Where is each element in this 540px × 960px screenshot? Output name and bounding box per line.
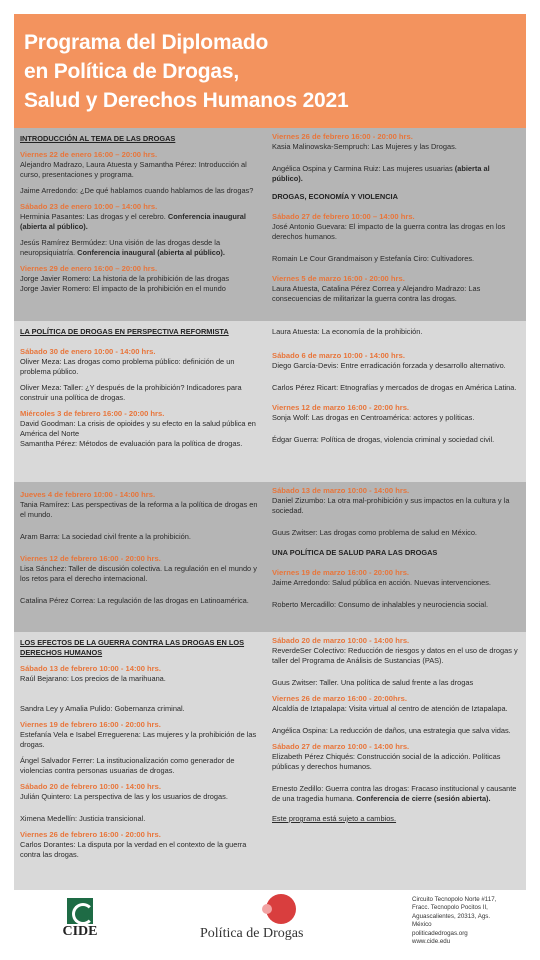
footer: [0, 890, 540, 960]
session-text: Raúl Bejarano: Los precios de la marihuana.: [20, 674, 166, 683]
cide-logo: [60, 898, 100, 940]
website-link[interactable]: politicadedrogas.org: [412, 929, 468, 937]
section-heading: INTRODUCCIÓN AL TEMA DE LAS DROGAS: [20, 134, 176, 143]
session-date: Viernes 26 de febrero 16:00 - 20:00 hrs.: [272, 132, 413, 141]
title-banner: [14, 14, 526, 128]
session-text: Ximena Medellín: Justicia transicional.: [20, 814, 146, 823]
session-text: José Antonio Guevara: El impacto de la guerra contra las drogas en los derechos humanos.: [272, 222, 506, 241]
block-human-rights: [14, 632, 266, 890]
session-date: Viernes 22 de enero 16:00 – 20:00 hrs.: [20, 150, 158, 159]
session-text: Jorge Javier Romero: El impacto de la prohibición en el mundo: [20, 284, 226, 293]
session-date: Sábado 13 de febrero 10:00 - 14:00 hrs.: [20, 664, 161, 673]
session-date: Sábado 23 de enero 10:00 – 14:00 hrs.: [20, 202, 158, 211]
session-text: Samantha Pérez: Métodos de evaluación para la política de drogas.: [20, 439, 243, 448]
session-text: Estefanía Vela e Isabel Erreguerena: Las mujeres y la prohibición de las drogas.: [20, 730, 257, 749]
session-text: Elizabeth Pérez Chiqués: Construcción social de la adicción. Políticas públicas y derechos humanos.: [272, 752, 501, 771]
block-intro: [14, 128, 266, 321]
cide-emblem-icon: [67, 898, 93, 924]
session-date: Miércoles 3 de febrero 16:00 - 20:00 hrs.: [20, 409, 165, 418]
website-link[interactable]: www.cide.edu: [412, 938, 451, 946]
session-text: Ernesto Zedillo: Guerra contra las drogas: Fracaso institucional y causante de una tragedia humana. Conferencia de cierre (sesión abierta).: [272, 784, 517, 803]
session-date: Viernes 19 de febrero 16:00 - 20:00 hrs.: [20, 720, 161, 729]
politica-de-drogas-logo: [200, 894, 320, 942]
session-date: Viernes 12 de febrero 16:00 - 20:00 hrs.: [20, 554, 161, 563]
session-date: Sábado 20 de febrero 10:00 - 14:00 hrs.: [20, 782, 161, 791]
session-date: Sábado 30 de enero 10:00 - 14:00 hrs.: [20, 347, 156, 356]
session-text: Angélica Ospina y Carmina Ruiz: Las mujeres usuarias (abierta al público).: [272, 164, 490, 183]
open-label: (abierta al público).: [272, 164, 490, 183]
session-text: Sandra Ley y Amalia Pulido: Gobernanza criminal.: [20, 704, 185, 713]
session-date: Jueves 4 de febrero 10:00 - 14:00 hrs.: [20, 490, 156, 499]
session-text: Ángel Salvador Ferrer: La institucionalización como generador de violencias contra personas usuarias de drogas.: [20, 756, 235, 775]
session-date: Sábado 20 de marzo 10:00 - 14:00 hrs.: [272, 636, 410, 645]
session-text: Carlos Dorantes: La disputa por la verdad en el contexto de la guerra contra las drogas.: [20, 840, 247, 859]
session-text: Jaime Arredondo: Salud pública en acción. Nuevas intervenciones.: [272, 578, 491, 587]
section-heading: LOS EFECTOS DE LA GUERRA CONTRA LAS DROGAS EN LOS DERECHOS HUMANOS: [20, 638, 245, 657]
session-text: Aram Barra: La sociedad civil frente a la prohibición.: [20, 532, 191, 541]
keynote-label: Conferencia inaugural (abierta al público).: [20, 212, 246, 231]
session-date: Viernes 12 de marzo 16:00 - 20:00 hrs.: [272, 403, 410, 412]
session-date: Viernes 29 de enero 16:00 – 20:00 hrs.: [20, 264, 158, 273]
session-text: Catalina Pérez Correa: La regulación de las drogas en Latinoamérica.: [20, 596, 249, 605]
session-text: Laura Atuesta, Catalina Pérez Correa y Alejandro Madrazo: Las consecuencias de militarizar la guerra contra las drogas.: [272, 284, 481, 303]
session-text: Jaime Arredondo: ¿De qué hablamos cuando hablamos de las drogas?: [20, 186, 254, 195]
session-text: Roberto Mercadillo: Consumo de inhalables y neurociencia social.: [272, 600, 489, 609]
session-text: Angélica Ospina: La reducción de daños, una estrategia que salva vidas.: [272, 726, 511, 735]
cide-wordmark: CIDE: [62, 924, 98, 939]
session-date: Sábado 27 de marzo 10:00 - 14:00 hrs.: [272, 742, 410, 751]
block-markets: [266, 321, 526, 482]
session-date: Viernes 26 de febrero 16:00 - 20:00 hrs.: [20, 830, 161, 839]
session-text: Diego García-Devis: Entre erradicación forzada y desarrollo alternativo.: [272, 361, 506, 370]
session-text: Sonja Wolf: Las drogas en Centroamérica: actores y políticas.: [272, 413, 475, 422]
red-circle-icon: [266, 894, 296, 924]
session-date: Sábado 27 de febrero 10:00 – 14:00 hrs.: [272, 212, 415, 221]
session-text: Daniel Zizumbo: La otra mal-prohibición y sus impactos en la cultura y la sociedad.: [272, 496, 510, 515]
session-text: David Goodman: La crisis de opioides y su efecto en la salud pública en América del Norte: [20, 419, 256, 438]
session-text: Jesús Ramírez Bermúdez: Una visión de las drogas desde la neuropsiquiatría. Conferencia inaugural (abierta al público).: [20, 238, 225, 257]
session-text: Alejandro Madrazo, Laura Atuesta y Samantha Pérez: Introducción al curso, presentaciones y programa.: [20, 160, 247, 179]
session-text: Carlos Pérez Ricart: Etnografías y mercados de drogas en América Latina.: [272, 383, 517, 392]
title-line-1: Programa del Diplomado: [24, 31, 269, 54]
block-health: [266, 482, 526, 632]
title-line-3: Salud y Derechos Humanos 2021: [24, 89, 349, 112]
session-date: Viernes 5 de marzo 16:00 - 20:00 hrs.: [272, 274, 405, 283]
session-text: ReverdeSer Colectivo: Reducción de riesgos y datos en el uso de drogas y taller del Programa de Análisis de Sustancias (PAS).: [272, 646, 518, 665]
session-text: Laura Atuesta: La economía de la prohibición.: [272, 327, 423, 336]
block-harm-reduction: [266, 632, 526, 890]
address-line: Aguascalientes, 20313, Ags.: [412, 912, 491, 920]
session-text: Jorge Javier Romero: La historia de la prohibición de las drogas: [20, 274, 230, 283]
change-notice: Este programa está sujeto a cambios.: [272, 814, 397, 823]
session-date: Sábado 13 de marzo 10:00 - 14:00 hrs.: [272, 486, 410, 495]
session-text: Oliver Meza: Las drogas como problema público: definición de un problema público.: [20, 357, 235, 376]
address-line: México: [412, 921, 432, 929]
block-economy: [266, 128, 526, 321]
section-heading: LA POLÍTICA DE DROGAS EN PERSPECTIVA REFORMISTA: [20, 327, 229, 336]
session-text: Herminia Pasantes: Las drogas y el cerebro. Conferencia inaugural (abierta al público).: [20, 212, 246, 231]
session-date: Viernes 26 de marzo 16:00 - 20:00hrs.: [272, 694, 407, 703]
section-heading: UNA POLÍTICA DE SALUD PARA LAS DROGAS: [272, 548, 438, 557]
session-text: Guus Zwitser: Taller. Una política de salud frente a las drogas: [272, 678, 474, 687]
address-block: [412, 896, 532, 946]
title-line-2: en Política de Drogas,: [24, 60, 239, 83]
politica-de-drogas-wordmark: Política de Drogas: [200, 926, 304, 941]
address-line: Fracc. Tecnopolo Pocitos II,: [412, 904, 488, 912]
session-text: Kasia Malinowska-Sempruch: Las Mujeres y las Drogas.: [272, 142, 457, 151]
session-text: Oliver Meza: Taller: ¿Y después de la prohibición? Indicadores para construir una política de drogas.: [20, 383, 242, 402]
session-date: Sábado 6 de marzo 10:00 - 14:00 hrs.: [272, 351, 405, 360]
session-text: Lisa Sánchez: Taller de discusión colectiva. La regulación en el mundo y los retos para el derecho internacional.: [20, 564, 257, 583]
address-line: Circuito Tecnopolo Norte #117,: [412, 896, 497, 903]
session-text: Édgar Guerra: Política de drogas, violencia criminal y sociedad civil.: [272, 435, 495, 444]
session-date: Viernes 19 de marzo 16:00 - 20:00 hrs.: [272, 568, 410, 577]
session-text: Guus Zwitser: Las drogas como problema de salud en México.: [272, 528, 477, 537]
keynote-label: Conferencia inaugural (abierta al público).: [77, 248, 225, 257]
section-heading: DROGAS, ECONOMÍA Y VIOLENCIA: [272, 192, 398, 201]
block-reformist: [14, 321, 266, 482]
session-text: Julián Quintero: La perspectiva de las y los usuarios de drogas.: [20, 792, 228, 801]
block-reform: [14, 482, 266, 632]
session-text: Alcaldía de Iztapalapa: Visita virtual al centro de atención de Iztapalapa.: [272, 704, 508, 713]
session-text: Tania Ramírez: Las perspectivas de la reforma a la política de drogas en el mundo.: [20, 500, 258, 519]
session-text: Romain Le Cour Grandmaison y Estefanía Ciro: Cultivadores.: [272, 254, 475, 263]
closing-label: Conferencia de cierre (sesión abierta).: [356, 794, 491, 803]
